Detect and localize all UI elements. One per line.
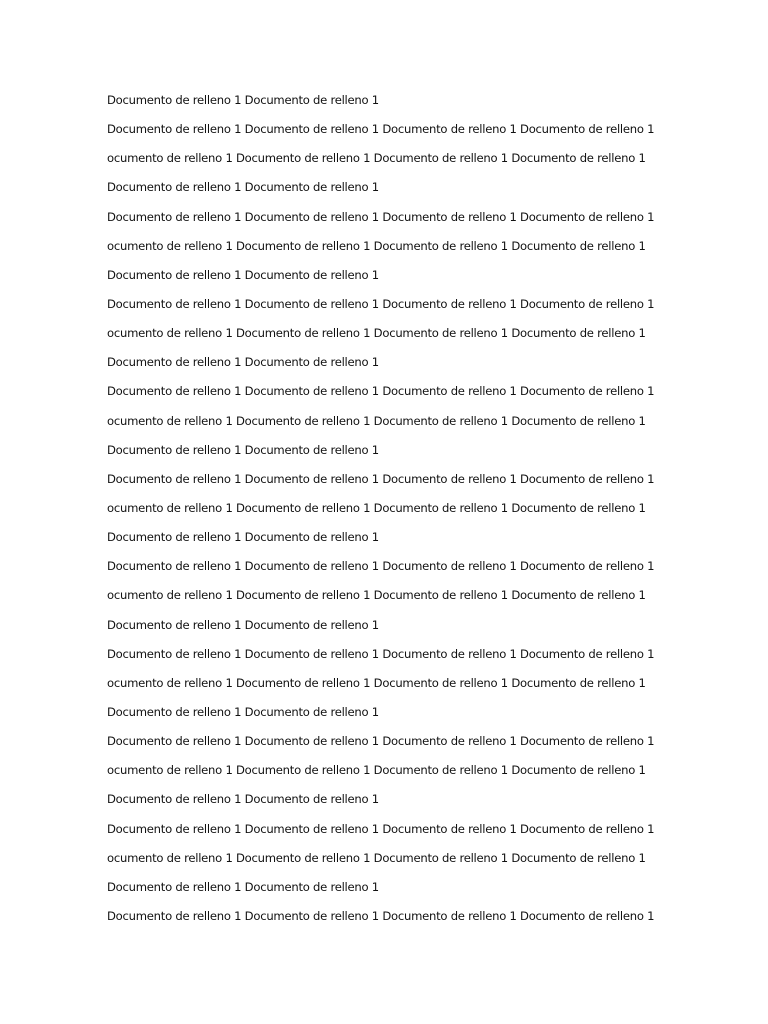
- text-line: Documento de relleno 1 Documento de relleno 1 Documento de relleno 1 Documento de relleno 1: [107, 209, 655, 224]
- text-line: Documento de relleno 1 Documento de relleno 1 Documento de relleno 1 Documento de relleno 1: [107, 734, 655, 749]
- text-line: ocumento de relleno 1 Documento de relleno 1 Documento de relleno 1 Documento de relleno 1: [107, 763, 646, 778]
- text-line: Documento de relleno 1 Documento de relleno 1: [107, 704, 379, 719]
- text-line: Documento de relleno 1 Documento de relleno 1: [107, 442, 379, 457]
- text-line: Documento de relleno 1 Documento de relleno 1 Documento de relleno 1 Documento de relleno 1: [107, 559, 655, 574]
- text-line: Documento de relleno 1 Documento de relleno 1 Documento de relleno 1 Documento de relleno 1: [107, 296, 655, 311]
- text-line: Documento de relleno 1 Documento de relleno 1: [107, 792, 379, 807]
- text-line: ocumento de relleno 1 Documento de relleno 1 Documento de relleno 1 Documento de relleno 1: [107, 238, 646, 253]
- text-line: ocumento de relleno 1 Documento de relleno 1 Documento de relleno 1 Documento de relleno 1: [107, 850, 646, 865]
- document-body: [107, 90, 707, 935]
- text-line: Documento de relleno 1 Documento de relleno 1 Documento de relleno 1 Documento de relleno 1: [107, 122, 655, 137]
- text-line: ocumento de relleno 1 Documento de relleno 1 Documento de relleno 1 Documento de relleno 1: [107, 151, 646, 166]
- text-line: ocumento de relleno 1 Documento de relleno 1 Documento de relleno 1 Documento de relleno 1: [107, 413, 646, 428]
- text-line: ocumento de relleno 1 Documento de relleno 1 Documento de relleno 1 Documento de relleno 1: [107, 326, 646, 341]
- text-line: Documento de relleno 1 Documento de relleno 1: [107, 879, 379, 894]
- text-line: Documento de relleno 1 Documento de relleno 1 Documento de relleno 1 Documento de relleno 1: [107, 384, 655, 399]
- text-line: Documento de relleno 1 Documento de relleno 1 Documento de relleno 1 Documento de relleno 1: [107, 646, 655, 661]
- text-line: Documento de relleno 1 Documento de relleno 1: [107, 180, 379, 195]
- text-line: Documento de relleno 1 Documento de relleno 1: [107, 530, 379, 545]
- text-line: Documento de relleno 1 Documento de relleno 1 Documento de relleno 1 Documento de relleno 1: [107, 908, 655, 923]
- text-line: Documento de relleno 1 Documento de relleno 1: [107, 267, 379, 282]
- text-line: Documento de relleno 1 Documento de relleno 1: [107, 355, 379, 370]
- text-line: ocumento de relleno 1 Documento de relleno 1 Documento de relleno 1 Documento de relleno 1: [107, 675, 646, 690]
- text-line: Documento de relleno 1 Documento de relleno 1: [107, 93, 379, 107]
- text-line: Documento de relleno 1 Documento de relleno 1 Documento de relleno 1 Documento de relleno 1: [107, 471, 655, 486]
- text-line: ocumento de relleno 1 Documento de relleno 1 Documento de relleno 1 Documento de relleno 1: [107, 500, 646, 515]
- text-line: Documento de relleno 1 Documento de relleno 1 Documento de relleno 1 Documento de relleno 1: [107, 821, 655, 836]
- text-line: Documento de relleno 1 Documento de relleno 1: [107, 617, 379, 632]
- text-line: ocumento de relleno 1 Documento de relleno 1 Documento de relleno 1 Documento de relleno 1: [107, 588, 646, 603]
